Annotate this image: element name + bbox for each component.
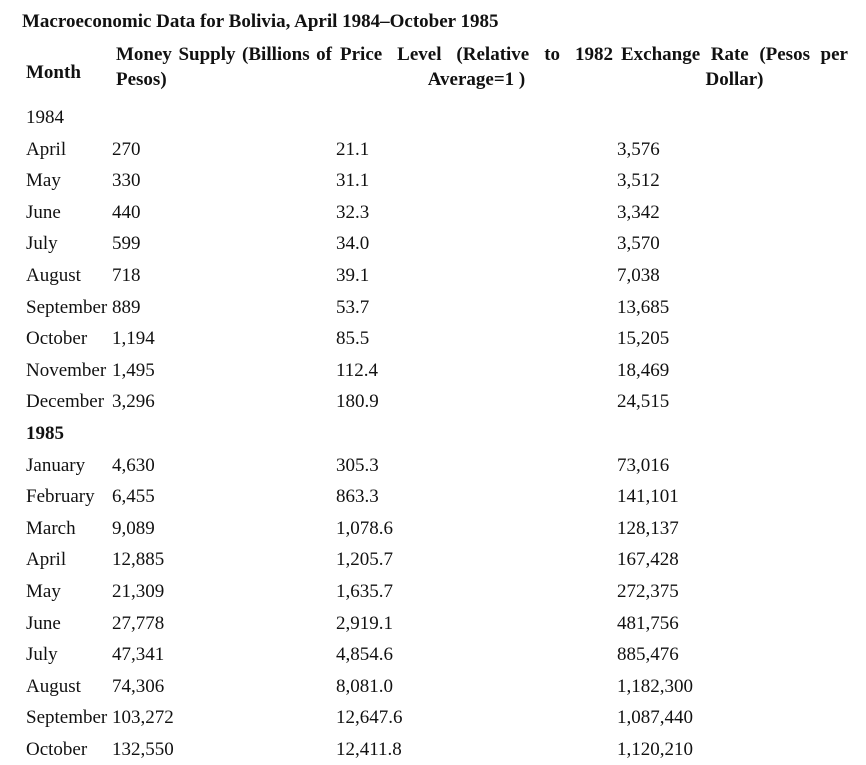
price-level-cell: 39.1 [336,264,370,286]
month-cell: April [26,138,67,160]
money-supply-cell: 12,885 [112,549,165,571]
month-cell: October [26,328,88,350]
year-label: 1985 [26,422,64,444]
table-row [20,544,852,576]
price-level-cell: 305.3 [336,454,379,476]
exchange-rate-cell: 24,515 [617,391,670,413]
header-money-supply: Money Supply (Billions of Pesos) [116,44,332,90]
exchange-rate-cell: 7,038 [617,264,660,286]
money-supply-cell: 21,309 [112,580,165,602]
money-supply-cell: 74,306 [112,675,165,697]
table-row [20,228,852,260]
table-body [20,102,852,765]
exchange-rate-cell: 3,570 [617,233,660,255]
month-cell: December [26,391,105,413]
price-level-cell: 1,078.6 [336,517,393,539]
table-row [20,450,852,482]
money-supply-cell: 270 [112,138,141,160]
month-cell: October [26,738,88,760]
month-cell: April [26,549,67,571]
exchange-rate-cell: 13,685 [617,296,670,318]
header-row [20,40,852,102]
price-level-cell: 112.4 [336,359,379,381]
table-row [20,323,852,355]
month-cell: July [26,644,58,666]
exchange-rate-cell: 18,469 [617,359,670,381]
exchange-rate-cell: 1,120,210 [617,738,693,760]
table-title: Macroeconomic Data for Bolivia, April 1984–October 1985 [22,11,499,32]
money-supply-cell: 330 [112,170,141,192]
money-supply-cell: 103,272 [112,707,174,729]
table-row [20,608,852,640]
header-exchange-rate: Exchange Rate (Pesos per Dollar) [621,44,848,90]
exchange-rate-cell: 1,087,440 [617,707,693,729]
month-cell: January [26,454,86,476]
month-cell: September [26,296,108,318]
month-cell: February [26,486,95,508]
exchange-rate-cell: 128,137 [617,517,679,539]
money-supply-cell: 6,455 [112,486,155,508]
price-level-cell: 32.3 [336,201,370,223]
year-row-1985 [20,418,852,450]
year-row-1984 [20,102,852,134]
table-row [20,702,852,734]
exchange-rate-cell: 15,205 [617,328,670,350]
price-level-cell: 2,919.1 [336,612,393,634]
month-cell: August [26,264,81,286]
table-row [20,481,852,513]
money-supply-cell: 718 [112,264,141,286]
table-row [20,576,852,608]
exchange-rate-cell: 3,342 [617,201,660,223]
money-supply-cell: 132,550 [112,738,174,760]
month-cell: August [26,675,81,697]
table-row [20,165,852,197]
price-level-cell: 12,647.6 [336,707,403,729]
table-row [20,671,852,703]
price-level-cell: 4,854.6 [336,644,393,666]
exchange-rate-cell: 3,576 [617,138,660,160]
money-supply-cell: 889 [112,296,141,318]
price-level-cell: 21.1 [336,138,370,160]
money-supply-cell: 3,296 [112,391,155,413]
exchange-rate-cell: 481,756 [617,612,679,634]
exchange-rate-cell: 885,476 [617,644,679,666]
table-row [20,639,852,671]
month-cell: July [26,233,58,255]
month-cell: May [26,580,61,602]
month-cell: November [26,359,107,381]
month-cell: June [26,201,61,223]
table-row [20,292,852,324]
price-level-cell: 53.7 [336,296,370,318]
money-supply-cell: 1,194 [112,328,155,350]
exchange-rate-cell: 141,101 [617,486,679,508]
month-cell: June [26,612,61,634]
price-level-cell: 12,411.8 [336,738,402,760]
money-supply-cell: 4,630 [112,454,155,476]
header-price-level: Price Level (Relative to 1982 Average=1 ) [340,44,613,90]
money-supply-cell: 1,495 [112,359,155,381]
price-level-cell: 863.3 [336,486,379,508]
month-cell: September [26,707,108,729]
price-level-cell: 8,081.0 [336,675,393,697]
month-cell: March [26,517,76,539]
table-row [20,134,852,166]
header-month: Month [26,61,81,83]
month-cell: May [26,170,61,192]
table-row [20,734,852,765]
exchange-rate-cell: 73,016 [617,454,670,476]
exchange-rate-cell: 3,512 [617,170,660,192]
money-supply-cell: 440 [112,201,141,223]
table-row [20,386,852,418]
table-row [20,197,852,229]
exchange-rate-cell: 272,375 [617,580,679,602]
table-row [20,260,852,292]
price-level-cell: 180.9 [336,391,379,413]
money-supply-cell: 47,341 [112,644,165,666]
money-supply-cell: 27,778 [112,612,165,634]
price-level-cell: 31.1 [336,170,370,192]
price-level-cell: 1,635.7 [336,580,393,602]
exchange-rate-cell: 167,428 [617,549,679,571]
table-row [20,513,852,545]
exchange-rate-cell: 1,182,300 [617,675,693,697]
year-label: 1984 [26,107,64,128]
price-level-cell: 1,205.7 [336,549,393,571]
money-supply-cell: 9,089 [112,517,155,539]
table-row [20,355,852,387]
price-level-cell: 34.0 [336,233,370,255]
money-supply-cell: 599 [112,233,141,255]
price-level-cell: 85.5 [336,328,370,350]
bolivia-macro-table [20,40,852,765]
